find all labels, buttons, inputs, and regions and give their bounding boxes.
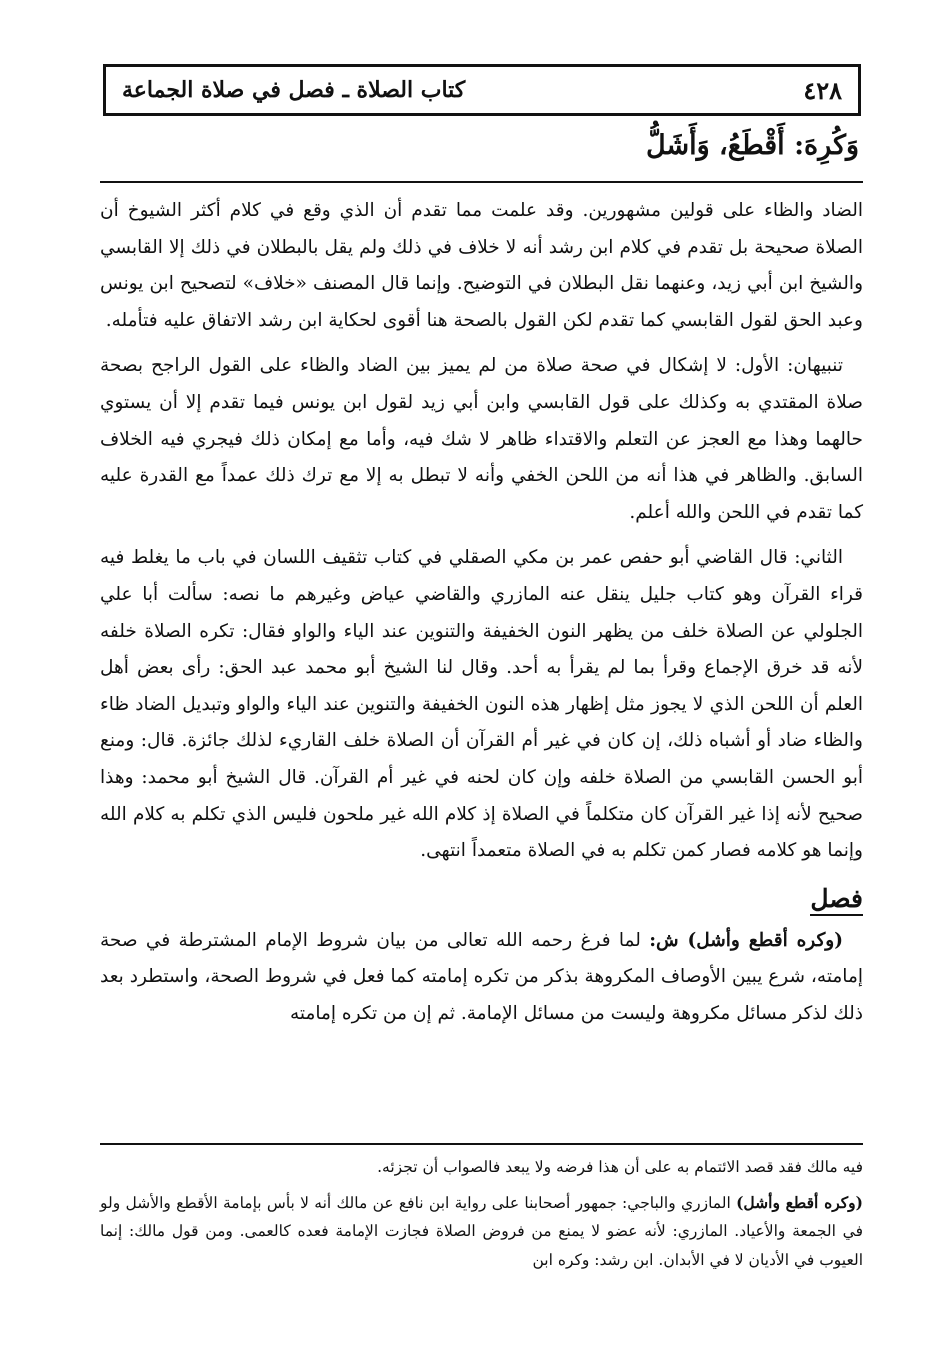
paragraph-4-text: لما فرغ رحمه الله تعالى من بيان شروط الإمام المشترطة في صحة إمامته، شرع يبين الأوصاف المكروهة بذكر من تكره إمامته كما فعل في شروط الصحة، واستطرد بعد ذلك لذكر مسائل مكروهة وليست من مسائل الإمامة. ثم إن من تكره إمامته [100,929,863,1024]
matn-text: وَكُرِهَ: أَقْطَعُ، وَأَشَلُّ [646,130,859,161]
footnote-divider [100,1143,863,1145]
section-heading-text: فصل [810,884,863,916]
commentary-body [100,193,863,1041]
footnote-2-text: المازري والباجي: جمهور أصحابنا على رواية ابن نافع عن مالك أنه لا بأس بإمامة الأقطع والأشل ولو في الجمعة والأعياد. المازري: لأنه عضو لا يمنع من فروض الصلاة فجازت الإمامة فعده كالعمى. ومن قول مالك: إنما العيوب في الأديان لا في الأبدان. ابن رشد: وكره ابن [100,1193,863,1269]
paragraph-4-lead: (وكره أقطع وأشل) ش: [649,929,843,951]
running-title: كتاب الصلاة ـ فصل في صلاة الجماعة [122,77,466,103]
commentary-paragraph-2: تنبيهان: الأول: لا إشكال في صحة صلاة من لم يميز بين الضاد والظاء على القول الراجح بصحة صلاة المقتدي به وكذلك على قول القابسي وابن أبي زيد لقول ابن يونس فيما تقدم إلا أن يستوي حالهما وهذا مع العجز عن التعلم والاقتداء ظاهر لا شك فيه، وأما مع إمكان ذلك فيجري فيه الخلاف السابق. والظاهر في هذا أنه من اللحن الخفي وأنه لا تبطل به إلا مع ترك ذلك عمداً مع القدرة عليه كما تقدم في اللحن والله أعلم. [100,355,863,523]
footnotes [100,1153,863,1281]
matn-divider [100,181,863,183]
section-heading [100,879,863,919]
footnote-2-lead: (وكره أقطع وأشل) [736,1192,863,1212]
commentary-paragraph-3: الثاني: قال القاضي أبو حفص عمر بن مكي الصقلي في كتاب تثقيف اللسان في باب ما يغلط فيه قراء القرآن وهو كتاب جليل ينقل عنه المازري والقاضي عياض وغيرهم ما نصه: سألت أبا علي الجلولي عن الصلاة خلف من يظهر النون الخفيفة والتنوين عند الياء والواو فقال: تكره الصلاة خلفه لأنه قد خرق الإجماع وقرأ بما لم يقرأ به أحد. وقال لنا الشيخ أبو محمد عبد الحق: رأى بعض أهل العلم أن اللحن الذي لا يجوز مثل إظهار هذه النون الخفيفة والتنوين عند الياء والواو وتبديل الضاد ظاء والظاء ضاد أو أشباه ذلك، إن كان في غير أم القرآن أن الصلاة خلف القاريء لذلك جائزة. قال: ومنع أبو الحسن القابسي من الصلاة خلفه وإن كان لحنه في غير أم القرآن. قال الشيخ أبو محمد: وهذا صحيح لأنه إذا غير القرآن كان متكلماً في الصلاة إذ كلام الله غير ملحون فليس الذي تكلم به كلام الله وإنما هو كلامه فصار كمن تكلم به في الصلاة متعمداً انتهى. [100,547,863,862]
footnote-line-1: فيه مالك فقد قصد الائتمام به على أن هذا فرضه ولا يبعد فالصواب أن تجزئه. [377,1158,863,1176]
commentary-paragraph-4 [100,923,863,1033]
running-header [103,64,861,116]
footnote-2 [100,1189,863,1275]
commentary-paragraph-1: الضاد والظاء على قولين مشهورين. وقد علمت مما تقدم أن الذي وقع في كلام أكثر الشيوخ أن الصلاة صحيحة بل تقدم في كلام ابن رشد أنه لا خلاف في ذلك ولم يقل بالبطلان في ذلك إلا القابسي والشيخ ابن أبي زيد، وعنهما نقل البطلان في التوضيح. وإنما قال المصنف «خلاف» لتصحيح ابن يونس وعبد الحق لقول القابسي كما تقدم لكن القول بالصحة هنا أقوى لحكاية ابن رشد الاتفاق عليه فتأمله. [100,200,863,331]
page-number: ٤٢٨ [803,75,842,105]
